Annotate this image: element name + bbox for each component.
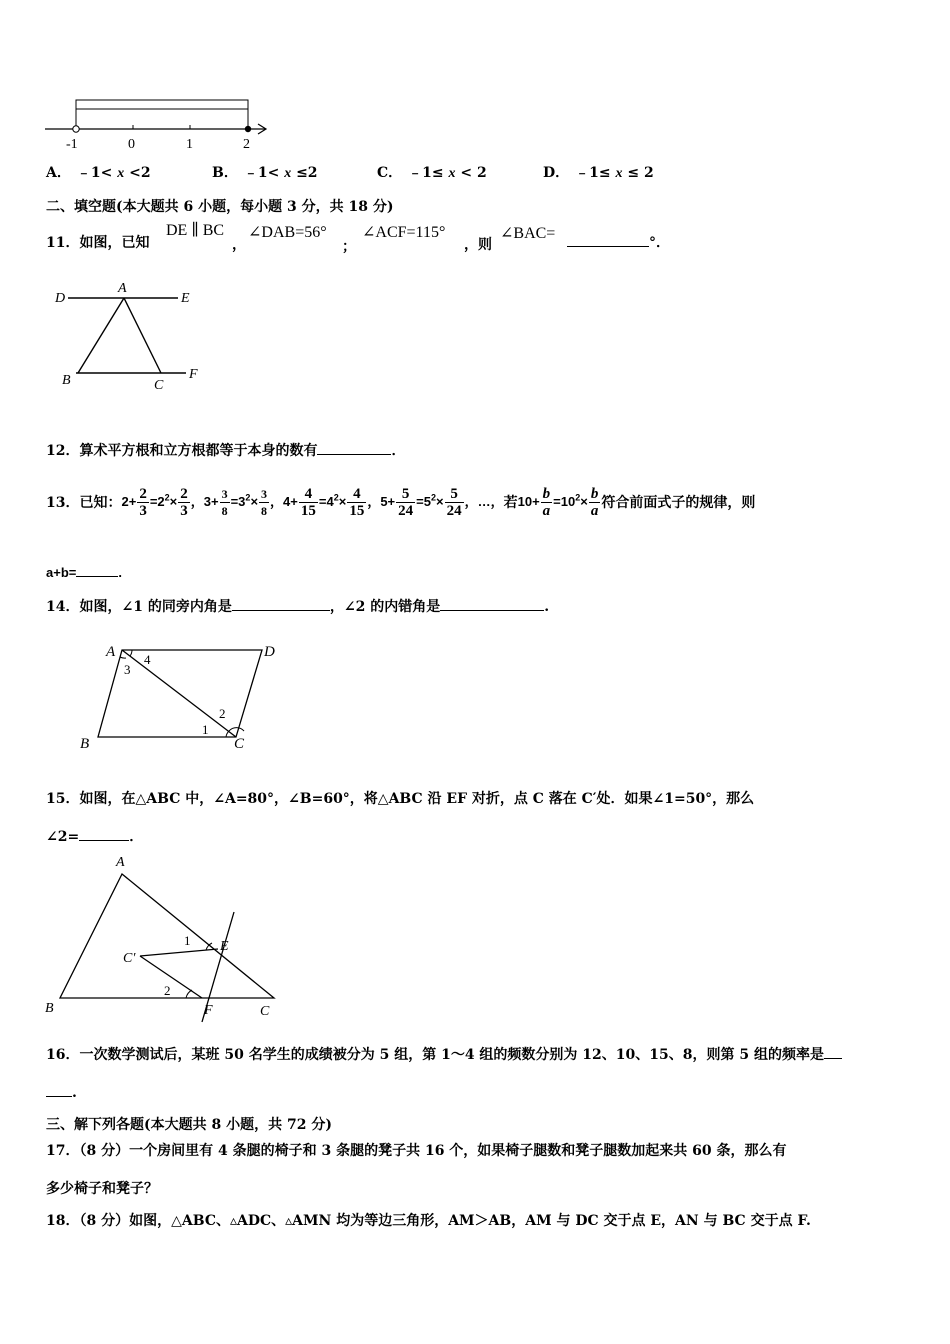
tick-label: 2 — [243, 137, 250, 152]
q11-sep: ， — [232, 237, 246, 253]
question-13: 13． 已知： 2+ $\frac{2}{3}$ $=2^2\times$ $\frac{2}{3}$ ， 3+ $\frac{3}{8}$ $=3^2\times$ $\frac{3}{8}$ ， 4+ $\frac{4}{15}$ $=4^2\times$ $\frac{4}{15}$ ， 5+ $\frac{5}{24}$ $=5^2\times$ $\frac{5}{24}$ ，…， 若 10+ $\frac{b}{a}$ $=10^2\times$ $\frac{b}{a}$ 符合前面式子的规律，则 — [46, 485, 756, 519]
q12-answer-blank[interactable] — [317, 440, 391, 455]
q15-line2: ∠2= ． — [46, 826, 143, 846]
q11-sep: ； — [342, 239, 356, 255]
q11-answer-blank[interactable]: °． — [567, 232, 670, 252]
open-endpoint — [73, 126, 79, 132]
q15-answer-blank[interactable] — [79, 826, 129, 841]
angle-2-label: 2 — [219, 706, 226, 721]
option-d[interactable]: D． ﹣1≤ x ≤ 2 — [543, 165, 654, 181]
q11-expr-parallel: DE ∥ BC — [166, 222, 225, 239]
q11-then: ，则 — [464, 237, 492, 253]
q11-expr-bac: ∠BAC= — [500, 225, 556, 242]
question-12: 12．算术平方根和立方根都等于本身的数有 ． — [46, 440, 405, 460]
angle-3-label: 3 — [124, 662, 131, 677]
label-b: B — [62, 373, 71, 388]
label-a: A — [118, 281, 127, 296]
label-c: C — [234, 736, 245, 752]
label-b: B — [80, 736, 90, 752]
tick-label: 1 — [186, 137, 193, 152]
label-d: D — [264, 644, 275, 660]
q11-figure — [50, 280, 210, 395]
label-c: C — [260, 1004, 270, 1019]
option-b[interactable]: B． ﹣1< x ≤2 — [212, 165, 318, 181]
q11-expr-acf: ∠ACF=115° — [362, 224, 446, 241]
q13-term: 5+ $\frac{5}{24}$ $=5^2\times$ $\frac{5}{24}$ ，…， — [380, 485, 504, 519]
question-17: 17．（8 分）一个房间里有 4 条腿的椅子和 3 条腿的凳子共 16 个，如果椅子腿数和凳子腿数加起来共 60 条，那么有 — [46, 1143, 787, 1159]
question-16: 16．一次数学测试后，某班 50 名学生的成绩被分为 5 组，第 1～4 组的频数分别为 12、10、15、8，则第 5 组的频率是 — [46, 1044, 842, 1064]
number-line-figure — [40, 92, 280, 154]
q13-answer-blank[interactable] — [76, 562, 118, 577]
q13-line2: a+b= . — [46, 562, 122, 580]
q14-answer-blank-2[interactable] — [440, 596, 544, 611]
option-a[interactable]: A． ﹣1< x <2 — [46, 165, 151, 181]
q17-line2: 多少椅子和凳子？ — [46, 1181, 158, 1197]
label-c-prime: C′ — [123, 951, 136, 966]
q11-expr-dab: ∠DAB=56° — [248, 224, 327, 241]
angle-4-label: 4 — [144, 652, 151, 667]
angle-1-label: 1 — [202, 722, 209, 737]
label-f: F — [189, 367, 198, 382]
label-e: E — [181, 291, 190, 306]
question-15: 15．如图，在△ABC 中，∠A=80°，∠B=60°，将△ABC 沿 EF 对折，点 C 落在 C′处．如果∠1=50°，那么 — [46, 791, 755, 807]
label-f: F — [204, 1003, 213, 1018]
q15-figure — [40, 852, 290, 1024]
section-3-title: 三、解下列各题(本大题共 8 小题，共 72 分) — [46, 1117, 332, 1133]
q13-term: 2+ $\frac{2}{3}$ $=2^2\times$ $\frac{2}{3}$ ， — [121, 485, 204, 519]
angle-2-label: 2 — [164, 983, 171, 998]
q16-line2: . — [46, 1082, 77, 1101]
angle-1-label: 1 — [184, 933, 191, 948]
question-14: 14．如图，∠1 的同旁内角是 ，∠2 的内错角是 . — [46, 596, 549, 616]
label-a: A — [106, 644, 116, 660]
option-c[interactable]: C． ﹣1≤ x < 2 — [377, 165, 487, 181]
q16-answer-blank[interactable] — [824, 1044, 842, 1059]
question-18: 18．（8 分）如图，△ABC、▵ADC、▵AMN 均为等边三角形，AM＞AB，AM 与 DC 交于点 E，AN 与 BC 交于点 F. — [46, 1213, 811, 1229]
label-d: D — [55, 291, 66, 306]
q13-last-term: 10+ $\frac{b}{a}$ $=10^2\times$ $\frac{b}{a}$ — [517, 485, 599, 519]
label-c: C — [154, 378, 164, 393]
closed-endpoint — [245, 126, 251, 132]
q14-figure — [72, 636, 292, 758]
q13-term: 3+ $\frac{3}{8}$ $=3^2\times$ $\frac{3}{8}$ ， — [203, 486, 284, 518]
question-11: 11．如图，已知 — [46, 235, 150, 251]
tick-label: 0 — [128, 137, 135, 152]
section-2-title: 二、填空题(本大题共 6 小题，每小题 3 分，共 18 分) — [46, 199, 394, 215]
q13-term: 4+ $\frac{4}{15}$ $=4^2\times$ $\frac{4}{15}$ ， — [283, 485, 381, 519]
q16-answer-blank-cont[interactable] — [46, 1082, 72, 1097]
label-e: E — [220, 939, 229, 954]
tick-label: -1 — [66, 137, 78, 152]
label-a: A — [116, 855, 125, 870]
q14-answer-blank-1[interactable] — [232, 596, 330, 611]
label-b: B — [45, 1001, 54, 1016]
